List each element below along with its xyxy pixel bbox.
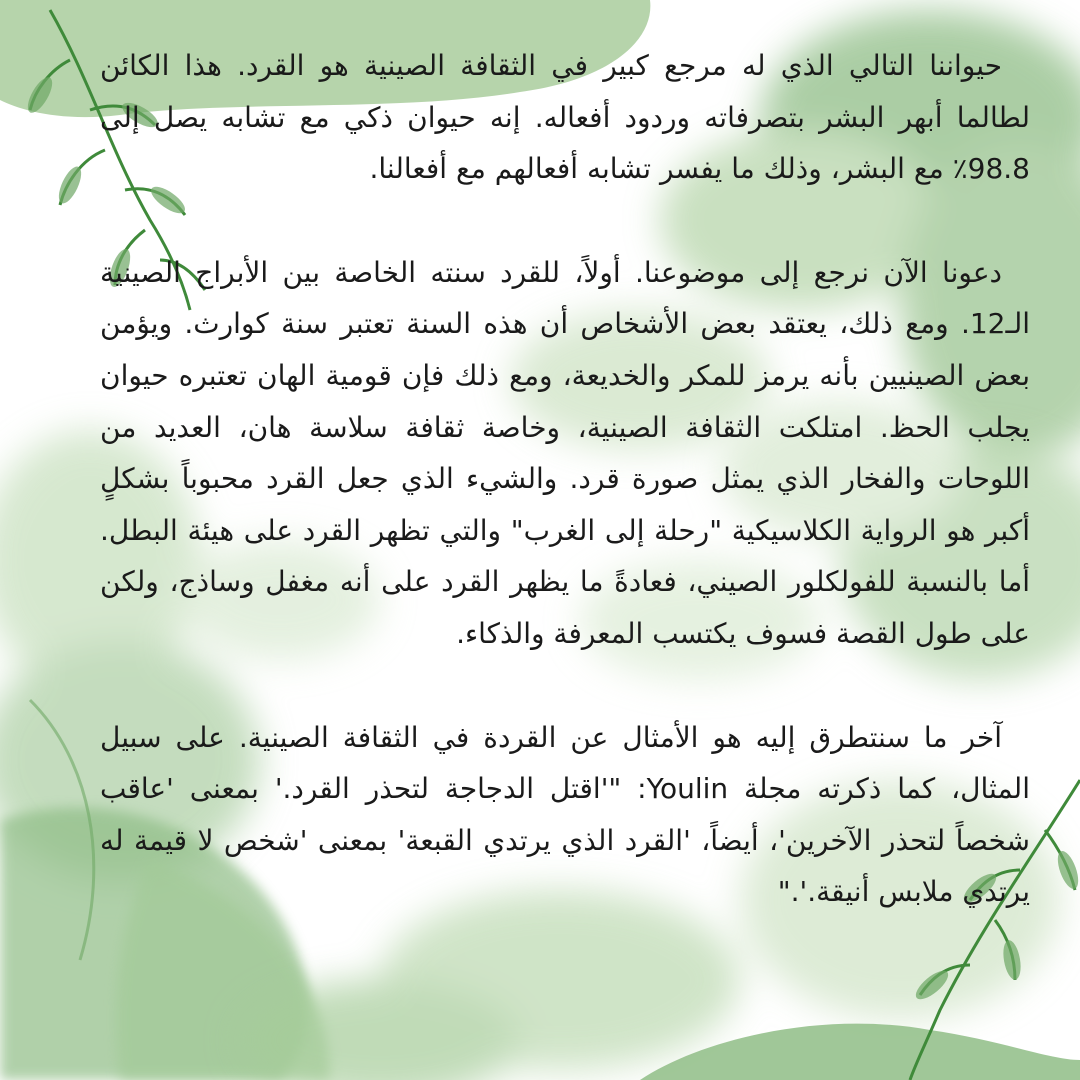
paragraph-1: حيواننا التالي الذي له مرجع كبير في الثقافة الصينية هو القرد. هذا الكائن لطالما أبهر البشر بتصرفاته وردود أفعاله. إنه حيوان ذكي مع تشابه يصل إلى 98.8٪ مع البشر، وذلك ما يفسر تشابه أفعالهم مع أفعالنا. (100, 49, 1030, 186)
paragraph-3: آخر ما سنتطرق إليه هو الأمثال عن القردة في الثقافة الصينية. على سبيل المثال، كما ذكرته مجلة Youlin: "'اقتل الدجاجة لتحذر القرد.' بمعنى 'عاقب شخصاً لتحذر الآخرين'، أيضاً، 'القرد الذي يرتدي القبعة' بمعنى 'شخص لا قيمة له يرتدي ملابس أنيقة.'." (100, 720, 1030, 909)
paragraph-2: دعونا الآن نرجع إلى موضوعنا. أولاً، للقرد سنته الخاصة بين الأبراج الصينية الـ12. ومع ذلك، يعتقد بعض الأشخاص أن هذه السنة تعتبر سنة كوارث. ويؤمن بعض الصينيين بأنه يرمز للمكر والخديعة، ومع ذلك فإن قومية الهان تعتبره حيوان يجلب الحظ. امتلكت الثقافة الصينية، وخاصة ثقافة سلاسة هان، العديد من اللوحات والفخار الذي يمثل صورة قرد. والشيء الذي جعل القرد محبوباً بشكلٍ أكبر هو الرواية الكلاسيكية "رحلة إلى الغرب" والتي تظهر القرد على هيئة البطل. أما بالنسبة للفولكلور الصيني، فعادةً ما يظهر القرد على أنه مغفل وساذج، ولكن على طول القصة فسوف يكتسب المعرفة والذكاء. (100, 255, 1030, 650)
article-body (100, 40, 1030, 918)
